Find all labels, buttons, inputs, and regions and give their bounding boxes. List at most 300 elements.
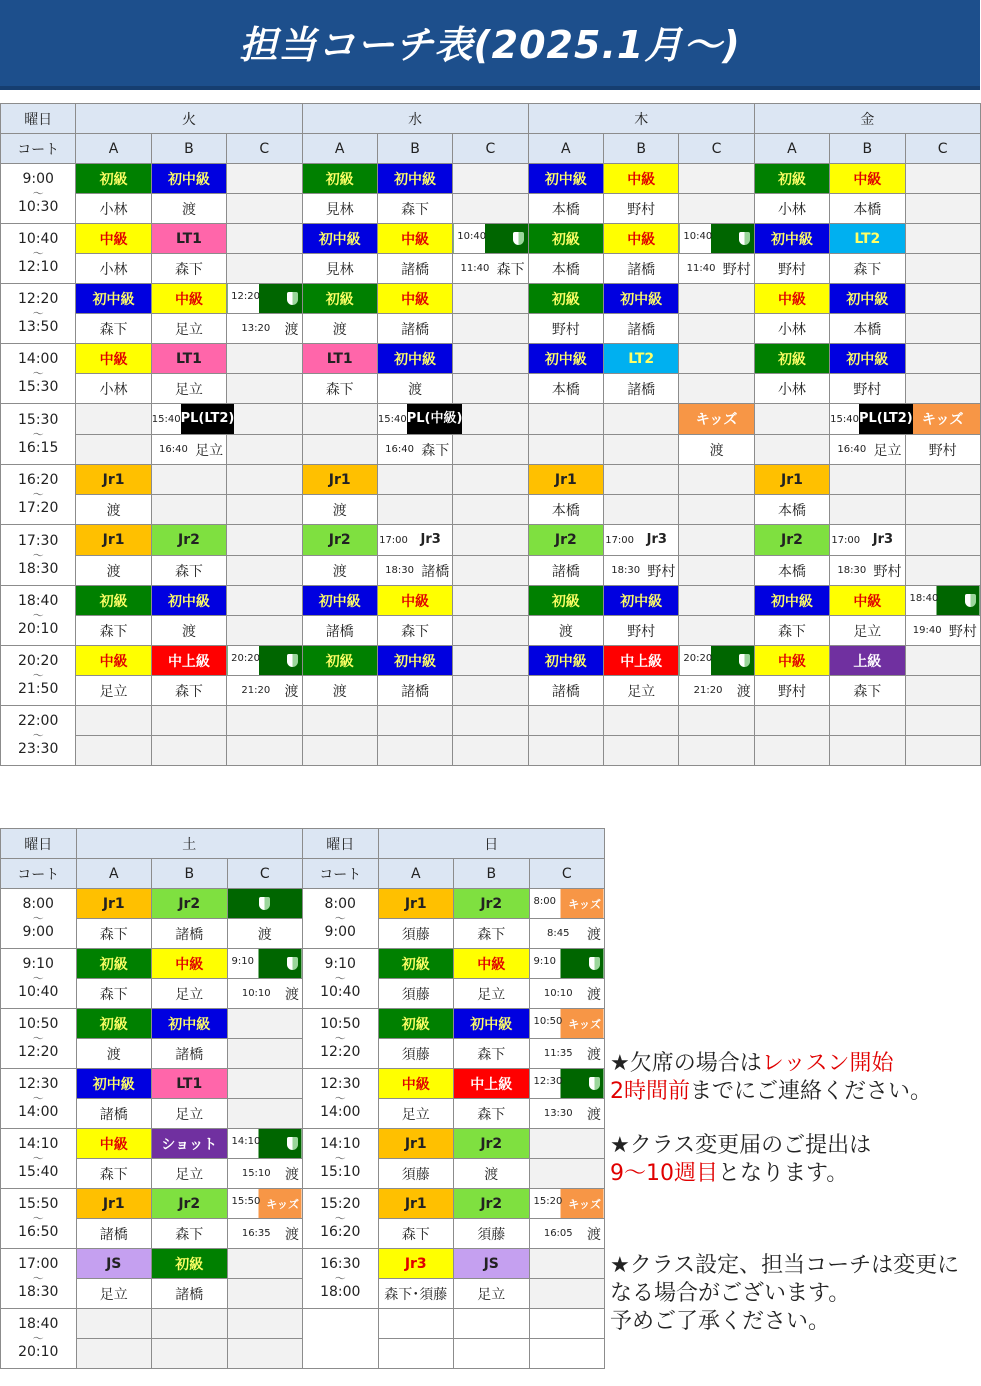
- class-cell: [302, 525, 377, 556]
- time-end: 14:00: [18, 1104, 59, 1120]
- empty-cell: [604, 465, 679, 495]
- beginner-mark-icon: [739, 232, 750, 245]
- court-name: A: [108, 865, 119, 882]
- empty-cell: [528, 435, 603, 465]
- coach-name: 渡: [484, 1166, 499, 1183]
- time-end: 16:35: [241, 1228, 271, 1239]
- coach-cell: [378, 1099, 454, 1129]
- empty-cell: [227, 1309, 303, 1339]
- empty-cell: [227, 1099, 303, 1129]
- empty-cell: [604, 435, 679, 465]
- kids-class-coach: [529, 1219, 605, 1249]
- class-name: 中級: [99, 1136, 128, 1153]
- time-end: 9:00: [22, 924, 54, 940]
- class-cell: [377, 404, 463, 435]
- coach-name: 渡: [181, 201, 196, 218]
- coach-name: 森下: [99, 623, 128, 640]
- day-header: [76, 104, 302, 134]
- time-end: 10:30: [18, 199, 59, 215]
- empty-cell: [830, 706, 905, 736]
- coach-name: 諸橋: [99, 1106, 128, 1123]
- coach-name: 足立: [477, 986, 506, 1003]
- time-end: 18:00: [320, 1284, 361, 1300]
- coach-cell: [454, 1219, 530, 1249]
- coach-cell: [830, 616, 905, 646]
- table-row: [1, 949, 605, 979]
- empty-cell: [302, 404, 377, 435]
- court-name-header: [76, 134, 151, 164]
- coach-name: 諸橋: [401, 261, 430, 278]
- class-coach: [377, 556, 452, 586]
- table-row: [1, 586, 981, 616]
- court-name-header: [152, 859, 228, 889]
- class-coach: [830, 556, 905, 586]
- empty-cell: [604, 736, 679, 766]
- class-cell: [302, 586, 377, 616]
- table-row: [1, 1249, 605, 1279]
- time-slot: [1, 1069, 77, 1129]
- coach-name: 足立: [99, 683, 128, 700]
- class-cell: [830, 344, 905, 374]
- coach-cell: [528, 556, 603, 586]
- beginner-mark-icon: [287, 1137, 298, 1150]
- coach-name: 森下: [401, 201, 430, 218]
- time-end: 10:40: [320, 984, 361, 1000]
- coach-name: 須藤: [401, 926, 430, 943]
- empty-cell: [227, 1039, 303, 1069]
- time-end: 16:05: [543, 1228, 573, 1239]
- coach-cell: [528, 676, 603, 706]
- coach-name: 森下: [325, 381, 354, 398]
- court-label: コート: [319, 866, 362, 883]
- class-name: Jr1: [328, 471, 351, 488]
- coach-name: 渡: [587, 986, 601, 1003]
- kids-class-coach: [227, 1219, 303, 1249]
- empty-cell: [454, 1309, 530, 1339]
- time-start: 17:00: [18, 1256, 59, 1272]
- coach-cell: [754, 495, 829, 525]
- coach-name: 渡: [106, 563, 121, 580]
- time-slot: [303, 1189, 379, 1249]
- class-cell: [604, 164, 679, 194]
- coach-cell: [378, 919, 454, 949]
- time-end: 10:10: [543, 988, 573, 999]
- empty-cell: [76, 706, 151, 736]
- table-row: [1, 254, 981, 284]
- empty-cell: [227, 344, 302, 374]
- time-start: 9:10: [324, 956, 356, 972]
- class-name: ショット: [161, 1136, 218, 1153]
- court-label: コート: [17, 141, 60, 158]
- class-cell: [378, 1189, 454, 1219]
- court-name-header: [754, 134, 829, 164]
- class-name: 初中級: [394, 171, 437, 188]
- coach-name: 渡: [558, 623, 573, 640]
- court-name: A: [787, 140, 797, 157]
- tilde: 〜: [32, 1092, 44, 1105]
- coach-name: 野村: [627, 201, 656, 218]
- kids-class-cell: [227, 1189, 303, 1219]
- class-cell: [905, 404, 980, 435]
- day-header: [754, 104, 980, 134]
- coach-name: 森下: [421, 442, 450, 459]
- time-start: 17:00: [605, 534, 635, 546]
- court-name-header: [830, 134, 905, 164]
- time-slot: [303, 1249, 379, 1309]
- coach-name: 野村: [777, 261, 806, 278]
- class-name: 中級: [99, 351, 128, 368]
- empty-cell: [227, 1279, 303, 1309]
- time-start: 18:40: [909, 592, 939, 604]
- class-cell: [830, 224, 905, 254]
- empty-cell: [679, 314, 754, 344]
- coach-name: 渡: [332, 502, 347, 519]
- empty-cell: [453, 284, 528, 314]
- coach-name: 渡: [587, 926, 601, 943]
- table-row: [1, 676, 981, 706]
- coach-cell: [302, 495, 377, 525]
- coach-cell: [151, 556, 226, 586]
- time-start: 9:10: [22, 956, 54, 972]
- beginner-mark-icon: [287, 654, 298, 667]
- class-cell: [830, 525, 905, 556]
- empty-cell: [453, 374, 528, 404]
- coach-cell: [76, 1159, 152, 1189]
- tilde: 〜: [32, 669, 44, 682]
- empty-cell: [529, 1159, 605, 1189]
- time-start: 12:30: [533, 1075, 563, 1087]
- class-name: Jr2: [554, 532, 577, 548]
- class-cell: [302, 344, 377, 374]
- court-name: B: [486, 865, 497, 882]
- coach-cell: [454, 1099, 530, 1129]
- coach-cell: [302, 314, 377, 344]
- class-name: 初級: [401, 1016, 430, 1033]
- class-name: Jr2: [480, 1195, 503, 1212]
- coach-cell: [377, 194, 452, 224]
- empty-cell: [604, 404, 679, 435]
- coach-cell: [679, 435, 754, 465]
- time-end: 15:40: [18, 1164, 59, 1180]
- empty-cell: [529, 1249, 605, 1279]
- class-name: 中級: [174, 291, 203, 308]
- time-end: 13:20: [241, 323, 271, 334]
- class-name: 初中級: [92, 291, 135, 308]
- class-cell: [528, 525, 603, 556]
- coach-name: 渡: [587, 1226, 601, 1243]
- class-name: 初中級: [318, 593, 361, 610]
- coach-cell: [830, 374, 905, 404]
- beginner-mark-icon: [287, 292, 298, 305]
- class-cell: [76, 344, 151, 374]
- coach-cell: [76, 616, 151, 646]
- coach-cell: [302, 194, 377, 224]
- class-cell: [528, 344, 603, 374]
- coach-name: 足立: [175, 1166, 204, 1183]
- empty-cell: [905, 344, 980, 374]
- note-text: までにご連絡ください。: [690, 1079, 933, 1104]
- class-cell: [377, 344, 452, 374]
- coach-cell: [454, 919, 530, 949]
- class-name: 初級: [175, 1256, 204, 1273]
- tilde: 〜: [334, 1092, 346, 1105]
- class-cell: [152, 1189, 228, 1219]
- time-end: 10:10: [241, 988, 271, 999]
- table-row: [1, 646, 981, 676]
- time-slot: [1, 344, 76, 404]
- coach-name: 諸橋: [551, 563, 580, 580]
- class-cell: [378, 1129, 454, 1159]
- class-cell: [454, 1249, 530, 1279]
- special-class-coach: [679, 254, 754, 284]
- empty-cell: [453, 344, 528, 374]
- empty-cell: [453, 706, 528, 736]
- coach-name: 渡: [285, 1226, 299, 1243]
- coach-cell: [454, 1159, 530, 1189]
- special-class-cell: [227, 284, 302, 314]
- coach-name: 足立: [99, 1286, 128, 1303]
- class-name: 初中級: [544, 351, 587, 368]
- time-end: 15:10: [241, 1168, 271, 1179]
- class-cell: [76, 949, 152, 979]
- special-class-coach: [227, 314, 302, 344]
- empty-cell: [151, 465, 226, 495]
- note-text: ★クラス設定、担当コーチは変更になる場合がございます。: [610, 1253, 960, 1306]
- coach-name: 渡: [284, 683, 299, 700]
- empty-cell: [830, 736, 905, 766]
- class-name: Jr1: [404, 1135, 427, 1152]
- coach-name: 渡: [285, 986, 299, 1003]
- coach-name: 見林: [325, 261, 354, 278]
- coach-name: 須藤: [401, 986, 430, 1003]
- empty-cell: [679, 344, 754, 374]
- coach-cell: [754, 556, 829, 586]
- coach-name: 本橋: [777, 502, 806, 519]
- time-start: 15:30: [18, 411, 59, 428]
- time-end: 13:30: [543, 1108, 573, 1119]
- coach-cell: [302, 374, 377, 404]
- empty-cell: [227, 706, 302, 736]
- coach-cell: [604, 374, 679, 404]
- coach-cell: [528, 314, 603, 344]
- special-class-coach: [453, 254, 528, 284]
- coach-cell: [76, 495, 151, 525]
- time-end: 18:30: [385, 565, 414, 576]
- time-end: 21:20: [693, 685, 723, 696]
- class-name: 中級: [853, 171, 882, 188]
- coach-cell: [528, 194, 603, 224]
- court-name: C: [259, 140, 270, 157]
- class-cell: [302, 164, 377, 194]
- coach-name: 足立: [175, 986, 204, 1003]
- class-cell: [454, 889, 530, 919]
- coach-name: 野村: [873, 563, 902, 580]
- time-start: 10:40: [683, 230, 713, 242]
- empty-cell: [227, 1009, 303, 1039]
- empty-cell: [152, 1309, 228, 1339]
- coach-cell: [378, 1039, 454, 1069]
- empty-cell: [529, 1129, 605, 1159]
- court-name: B: [184, 140, 194, 157]
- class-name: 中上級: [620, 653, 663, 670]
- beginner-mark-icon: [589, 1077, 600, 1090]
- time-end: 20:10: [18, 621, 59, 637]
- class-cell: [76, 646, 151, 676]
- class-name: 初中級: [544, 171, 587, 188]
- coach-name: 諸橋: [421, 563, 450, 580]
- coach-name: 諸橋: [325, 623, 354, 640]
- empty-cell: [905, 224, 980, 254]
- class-cell: [76, 164, 151, 194]
- coach-name: 諸橋: [175, 1286, 204, 1303]
- table-row: [1, 314, 981, 344]
- time-start: 9:10: [231, 955, 254, 967]
- note-text: となります。: [718, 1161, 849, 1186]
- empty-cell: [227, 1339, 303, 1369]
- time-slot: [303, 1009, 379, 1069]
- coach-name: 森下: [401, 1226, 430, 1243]
- coach-name: 須藤: [401, 1046, 430, 1063]
- class-cell: [378, 1069, 454, 1099]
- time-slot: [1, 1249, 77, 1309]
- class-cell: [152, 1009, 228, 1039]
- empty-cell: [453, 495, 528, 525]
- court-name-header: [227, 859, 303, 889]
- class-cell: [377, 525, 452, 556]
- table-row: [1, 224, 981, 254]
- time-start: 15:20: [320, 1196, 361, 1212]
- coach-cell: [152, 1039, 228, 1069]
- special-class-coach: [227, 979, 303, 1009]
- time-slot: [1, 404, 76, 465]
- class-cell: [377, 284, 452, 314]
- empty-cell: [227, 164, 302, 194]
- day-header: [76, 829, 303, 859]
- class-name: キッズ: [695, 412, 738, 428]
- empty-cell: [227, 556, 302, 586]
- empty-cell: [528, 404, 603, 435]
- coach-name: 野村: [722, 261, 751, 278]
- class-cell: [754, 224, 829, 254]
- coach-name: 渡: [332, 683, 347, 700]
- class-cell: [76, 284, 151, 314]
- class-name: 中級: [853, 593, 882, 610]
- weekend-schedule-table: [0, 828, 605, 1369]
- empty-cell: [905, 374, 980, 404]
- coach-name: 本橋: [853, 201, 882, 218]
- class-name: 中級: [477, 956, 506, 973]
- court-header: [1, 134, 76, 164]
- court-name-header: [905, 134, 980, 164]
- table-row: [1, 706, 981, 736]
- time-end: 15:10: [320, 1164, 361, 1180]
- empty-cell: [227, 1069, 303, 1099]
- coach-cell: [454, 979, 530, 1009]
- empty-cell: [528, 706, 603, 736]
- class-cell: [76, 586, 151, 616]
- class-name: 初中級: [92, 1076, 135, 1093]
- class-name: 初中級: [770, 593, 813, 610]
- class-cell: [152, 949, 228, 979]
- time-start: 14:10: [231, 1135, 261, 1147]
- table-row: [1, 495, 981, 525]
- kids-class-coach: [529, 1039, 605, 1069]
- coach-name: 諸橋: [627, 321, 656, 338]
- empty-cell: [905, 556, 980, 586]
- class-cell: [302, 646, 377, 676]
- coach-name: 森下: [853, 261, 882, 278]
- class-name: 中級: [175, 956, 204, 973]
- table-row: [1, 1009, 605, 1039]
- coach-name: 渡: [709, 442, 724, 459]
- class-cell: [151, 224, 226, 254]
- time-end: 18:30: [18, 1284, 59, 1300]
- court-name: A: [108, 140, 119, 157]
- coach-name: 諸橋: [175, 926, 204, 943]
- time-end: 12:20: [320, 1044, 361, 1060]
- empty-cell: [76, 1309, 152, 1339]
- beginner-mark-icon: [739, 654, 750, 667]
- class-name: 初中級: [318, 231, 361, 248]
- tilde: 〜: [32, 1032, 44, 1045]
- tilde: 〜: [32, 729, 44, 742]
- day-name: 水: [408, 111, 423, 128]
- class-name: Jr3: [872, 532, 894, 547]
- class-cell: [454, 1069, 530, 1099]
- class-name: 初中級: [394, 351, 437, 368]
- court-name-header: [378, 859, 454, 889]
- coach-cell: [754, 616, 829, 646]
- time-start: 8:00: [324, 896, 356, 912]
- coach-name: 野村: [627, 623, 656, 640]
- coach-name: 本橋: [777, 563, 806, 580]
- empty-cell: [529, 1309, 605, 1339]
- time-start: 12:20: [18, 291, 59, 307]
- time-end: 9:00: [324, 924, 356, 940]
- note-highlight: 2時間前: [610, 1079, 690, 1104]
- class-cell: [377, 224, 452, 254]
- empty-cell: [679, 556, 754, 586]
- coach-name: 森下: [853, 683, 882, 700]
- time-start: 10:40: [18, 231, 59, 247]
- court-name-header: [528, 134, 603, 164]
- class-cell: [151, 344, 226, 374]
- class-cell: [76, 889, 152, 919]
- table-row: [1, 525, 981, 556]
- class-name: 初中級: [846, 351, 889, 368]
- time-slot: [1, 646, 76, 706]
- empty-cell: [453, 676, 528, 706]
- table-row: [1, 1129, 605, 1159]
- coach-name: 渡: [408, 381, 423, 398]
- class-name: 中級: [777, 291, 806, 308]
- court-name-header: [679, 134, 754, 164]
- court-name: A: [334, 140, 345, 157]
- court-name: C: [711, 140, 722, 157]
- class-cell: [377, 164, 452, 194]
- class-cell: [151, 164, 226, 194]
- coach-cell: [76, 1039, 152, 1069]
- beginner-mark-icon: [513, 232, 524, 245]
- coach-name: 本橋: [551, 201, 580, 218]
- class-cell: [76, 1249, 152, 1279]
- class-cell: [830, 404, 913, 435]
- coach-name: 森下: [99, 1166, 128, 1183]
- coach-cell: [152, 1279, 228, 1309]
- tilde: 〜: [334, 1032, 346, 1045]
- empty-cell: [227, 525, 302, 556]
- coach-cell: [378, 1159, 454, 1189]
